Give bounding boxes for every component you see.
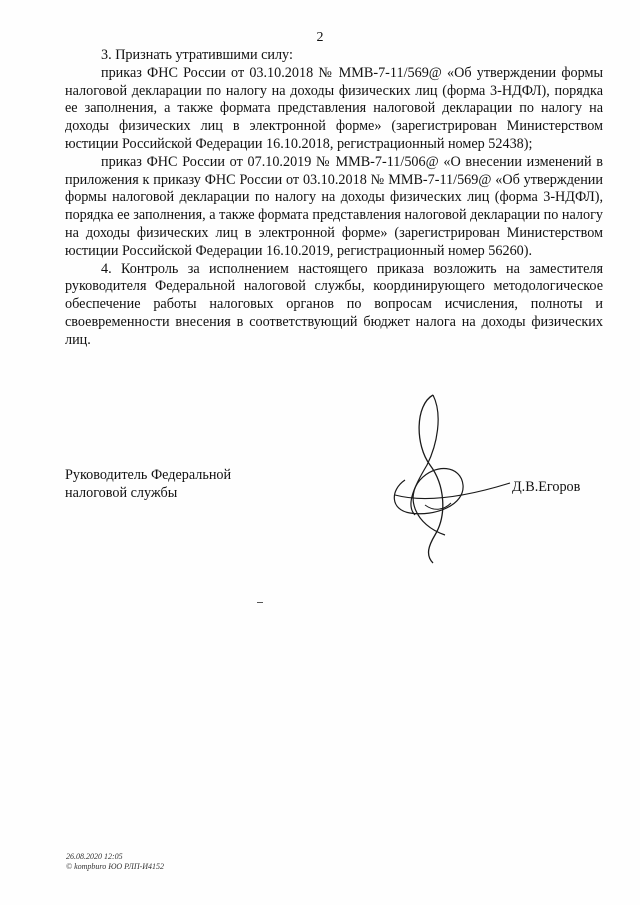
footer-timestamp: 26.08.2020 12:05 [66,852,123,861]
document-body [65,47,603,350]
handwritten-signature [385,385,520,565]
paragraph-item-4-control: 4. Контроль за исполнением настоящего приказа возложить на заместителя руководителя Федеральной налоговой службы, координирующего методологическое обеспечение работы налоговых органов по вопросам исчисления, полноты и своевременности внесения в соответствующий бюджет налога на доходы физических лиц. [65,260,603,348]
paragraph-repealed-order-2018: приказ ФНС России от 03.10.2018 № ММВ-7-11/569@ «Об утверждении формы налоговой декларации по налогу на доходы физических лиц (форма 3-НДФЛ), порядка ее заполнения, а также формата представления налоговой декларации по налогу на доходы физических лиц в электронной форме» (зарегистрирован Министерством юстиции Российской Федерации 16.10.2018, регистрационный номер 52438); [65,64,603,152]
footer-source: © kompburo ЮО РЛП-И4152 [66,862,165,871]
page-footer [66,852,164,872]
signatory-title-line-2: налоговой службы [65,485,178,501]
signatory-title [65,466,231,502]
page-number: 2 [316,30,324,45]
paragraph-repealed-order-2019: приказ ФНС России от 07.10.2019 № ММВ-7-11/506@ «О внесении изменений в приложения к приказу ФНС России от 03.10.2018 № ММВ-7-11/569@ «Об утверждении формы налоговой декларации по налогу на доходы физических лиц (форма 3-НДФЛ), порядка ее заполнения, а также формата представления налоговой декларации по налогу на доходы физических лиц в электронной форме» (зарегистрирован Министерством юстиции Российской Федерации 16.10.2019, регистрационный номер 56260). [65,153,603,259]
paragraph-item-3-heading: 3. Признать утратившими силу: [101,47,293,63]
scan-mark [257,602,263,603]
signer-name: Д.В.Егоров [512,479,581,495]
signatory-title-line-1: Руководитель Федеральной [65,467,232,483]
